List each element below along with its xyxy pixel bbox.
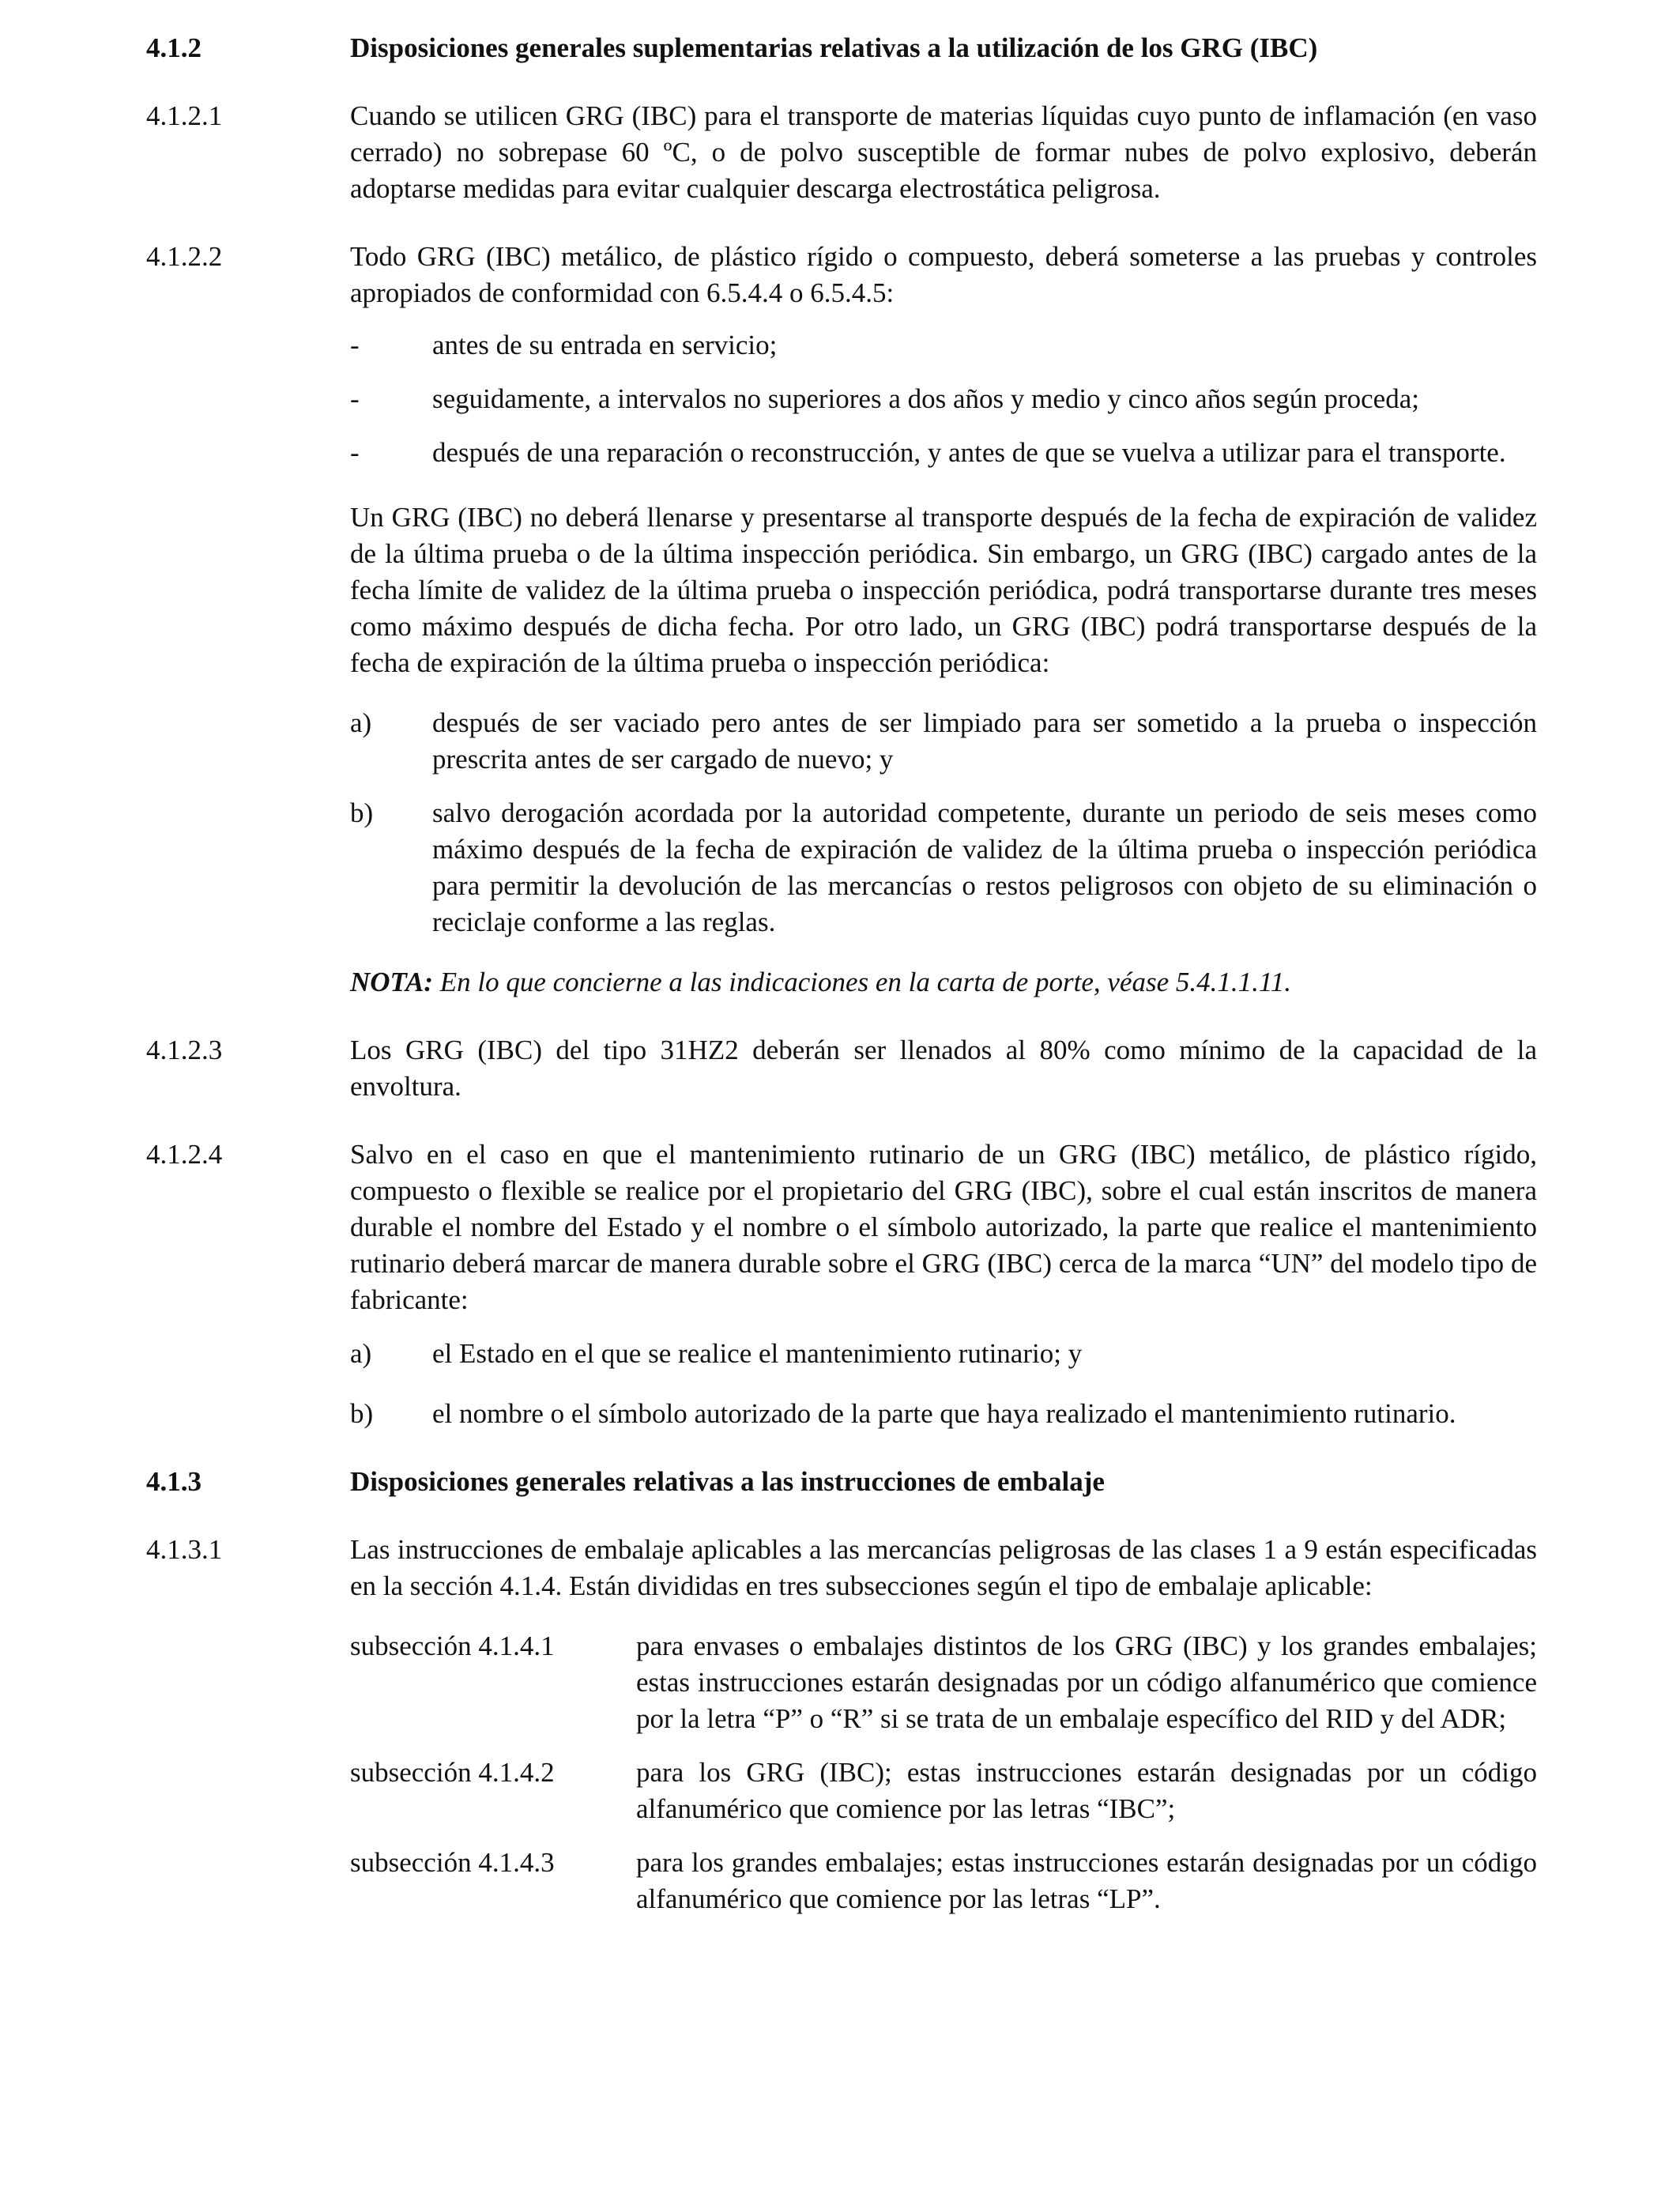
paragraph: Las instrucciones de embalaje aplicables a las mercancías peligrosas de las clases 1 a 9 están especificadas en la sección 4.1.4. Están divididas en tres subsecciones según el tipo de embalaje aplicable: (350, 1534, 1537, 1601)
list-item (350, 435, 1537, 471)
section-4-1-2-2 (146, 239, 1537, 1001)
list-item (350, 381, 1537, 417)
document-page (146, 30, 1537, 1917)
list-marker: - (350, 437, 360, 468)
paragraph: Un GRG (IBC) no deberá llenarse y presentarse al transporte después de la fecha de expiración de validez de la última prueba o de la última inspección periódica. Sin embargo, un GRG (IBC) cargado antes de la fecha límite de validez de la última prueba o inspección periódica, podrá transportarse durante tres meses como máximo después de dicha fecha. Por otro lado, un GRG (IBC) podrá transportarse después de la fecha de expiración de la última prueba o inspección periódica: (350, 502, 1537, 678)
section-title: Disposiciones generales suplementarias relativas a la utilización de los GRG (IBC) (350, 32, 1318, 63)
section-4-1-3-1 (146, 1532, 1537, 1917)
subsection-label: subsección 4.1.4.2 (350, 1757, 555, 1788)
list-text: el nombre o el símbolo autorizado de la parte que haya realizado el mantenimiento rutinario. (432, 1398, 1456, 1429)
subsection-text: para los GRG (IBC); estas instrucciones estarán designadas por un código alfanumérico que comience por las letras “IBC”; (636, 1757, 1537, 1824)
subsection-text: para los grandes embalajes; estas instrucciones estarán designadas por un código alfanumérico que comience por las letras “LP”. (636, 1847, 1537, 1914)
paragraph: Salvo en el caso en que el mantenimiento rutinario de un GRG (IBC) metálico, de plástico rígido, compuesto o flexible se realice por el propietario del GRG (IBC), sobre el cual están inscritos de manera durable el nombre del Estado y el nombre o el símbolo autorizado, la parte que realice el mantenimiento rutinario deberá marcar de manera durable sobre el GRG (IBC) cerca de la marca “UN” del modelo tipo de fabricante: (350, 1139, 1537, 1315)
list-text: seguidamente, a intervalos no superiores a dos años y medio y cinco años según proceda; (432, 383, 1419, 414)
list-marker: a) (350, 1338, 372, 1369)
list-item (350, 705, 1537, 778)
section-number: 4.1.3 (146, 1466, 202, 1497)
section-number: 4.1.2.2 (146, 241, 223, 272)
list-text: después de ser vaciado pero antes de ser limpiado para ser sometido a la prueba o inspección prescrita antes de ser cargado de nuevo; y (432, 707, 1537, 775)
paragraph: Cuando se utilicen GRG (IBC) para el transporte de materias líquidas cuyo punto de inflamación (en vaso cerrado) no sobrepase 60 ºC, o de polvo susceptible de formar nubes de polvo explosivo, deberán adoptarse medidas para evitar cualquier descarga electrostática peligrosa. (350, 100, 1537, 204)
section-number: 4.1.2.1 (146, 100, 223, 131)
note-label: NOTA: (350, 967, 433, 997)
section-4-1-2-4 (146, 1137, 1537, 1432)
subsection-item (350, 1845, 1537, 1917)
subsection-label: subsección 4.1.4.1 (350, 1630, 555, 1661)
section-4-1-3-heading (146, 1464, 1537, 1500)
list-text: antes de su entrada en servicio; (432, 330, 778, 360)
list-item (350, 1396, 1537, 1432)
list-item (350, 1336, 1537, 1372)
intro-paragraph: Todo GRG (IBC) metálico, de plástico rígido o compuesto, deberá someterse a las pruebas y controles apropiados de conformidad con 6.5.4.4 o 6.5.4.5: (350, 241, 1537, 308)
list-marker: - (350, 383, 360, 414)
subsection-item (350, 1628, 1537, 1737)
section-title: Disposiciones generales relativas a las instrucciones de embalaje (350, 1466, 1105, 1497)
list-text: salvo derogación acordada por la autoridad competente, durante un periodo de seis meses como máximo después de la fecha de expiración de validez de la última prueba o inspección periódica para permitir la devolución de las mercancías o restos peligrosos con objeto de su eliminación o reciclaje conforme a las reglas. (432, 797, 1537, 937)
section-body (350, 239, 1537, 1001)
section-body (350, 1137, 1537, 1432)
subsection-text: para envases o embalajes distintos de los GRG (IBC) y los grandes embalajes; estas instrucciones estarán designadas por un código alfanumérico que comience por la letra “P” o “R” si se trata de un embalaje específico del RID y del ADR; (636, 1630, 1537, 1734)
list-marker: b) (350, 1398, 374, 1429)
section-body (350, 1532, 1537, 1917)
list-item (350, 795, 1537, 941)
note (350, 964, 1537, 1001)
subsection-item (350, 1755, 1537, 1827)
subsection-label: subsección 4.1.4.3 (350, 1847, 555, 1878)
paragraph: Los GRG (IBC) del tipo 31HZ2 deberán ser llenados al 80% como mínimo de la capacidad de la envoltura. (350, 1035, 1537, 1102)
list-marker: b) (350, 797, 374, 828)
list-text: después de una reparación o reconstrucción, y antes de que se vuelva a utilizar para el transporte. (432, 437, 1506, 468)
list-marker: - (350, 330, 360, 360)
section-number: 4.1.3.1 (146, 1534, 223, 1565)
list-item (350, 327, 1537, 364)
section-number: 4.1.2 (146, 32, 202, 63)
section-4-1-2-heading (146, 30, 1537, 66)
list-text: el Estado en el que se realice el mantenimiento rutinario; y (432, 1338, 1083, 1369)
list-marker: a) (350, 707, 372, 738)
section-number: 4.1.2.3 (146, 1035, 223, 1065)
note-text: En lo que concierne a las indicaciones en la carta de porte, véase 5.4.1.1.11. (433, 967, 1292, 997)
section-number: 4.1.2.4 (146, 1139, 223, 1170)
section-4-1-2-1 (146, 98, 1537, 207)
section-4-1-2-3 (146, 1032, 1537, 1105)
